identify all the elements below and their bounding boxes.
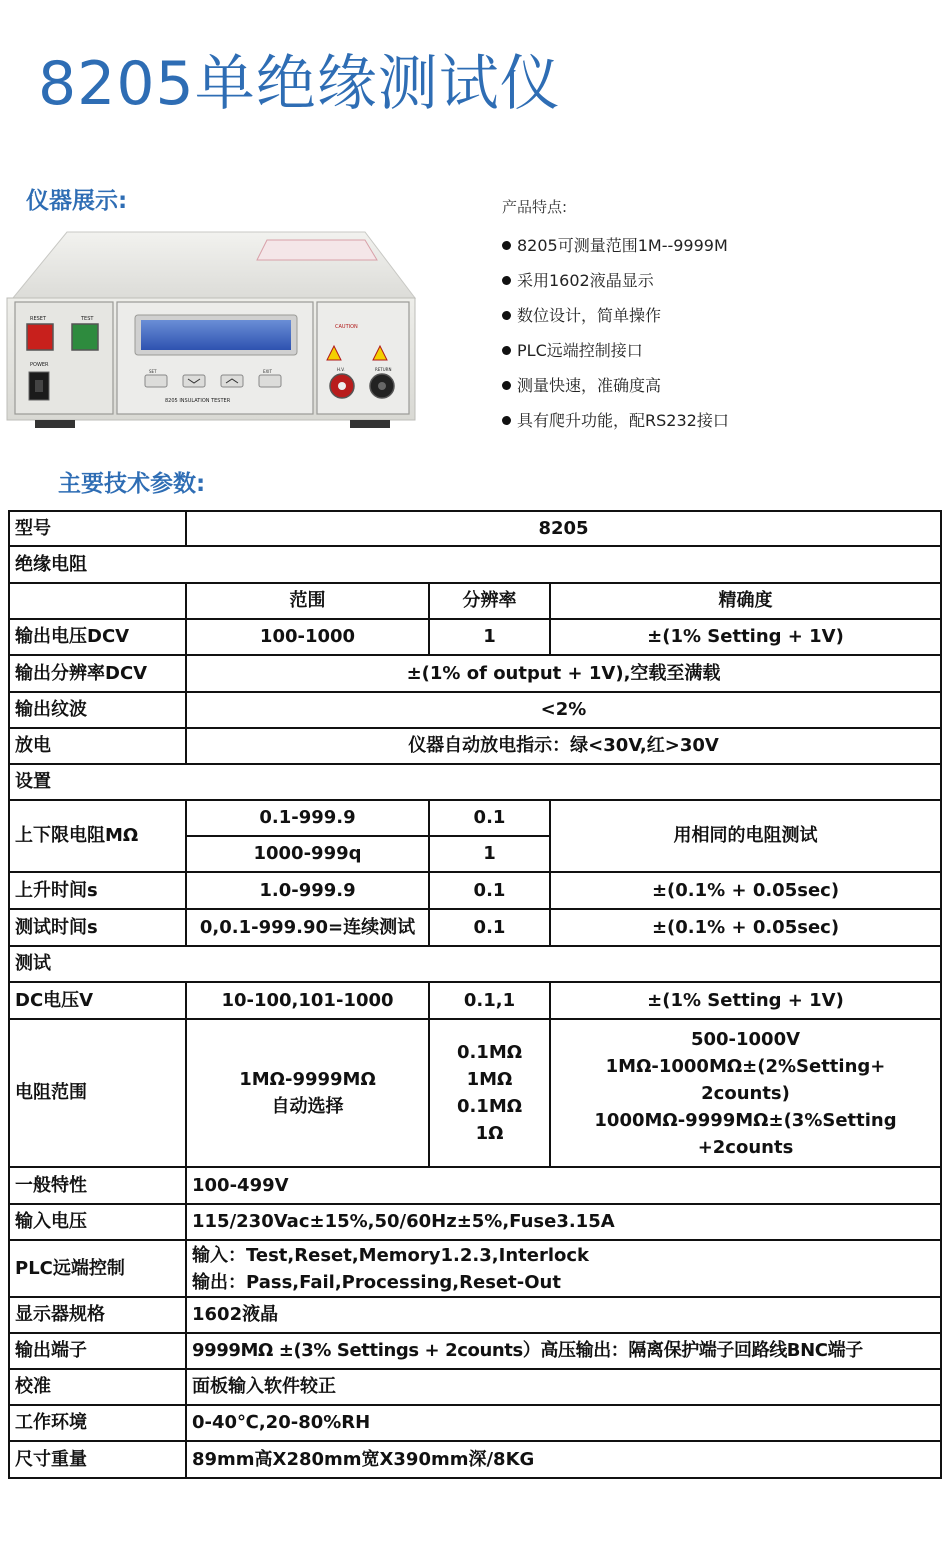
features-list	[502, 196, 932, 438]
row-label-output-resolution: 输出分辨率DCV	[9, 655, 186, 692]
row-label-dc-voltage: DC电压V	[9, 982, 186, 1019]
feature-text: 数位设计，简单操作	[517, 306, 662, 325]
device-reset-label: RESET	[30, 316, 47, 322]
empty-cell	[9, 583, 186, 619]
row-label-resistance-range: 电阻范围	[9, 1019, 186, 1167]
output-resolution-value: ±(1% of output + 1V),空载至满载	[186, 655, 941, 692]
display-value: 1602液晶	[186, 1297, 941, 1333]
feature-text: 8205可测量范围1M--9999M	[517, 236, 728, 255]
resistance-resolution-line: 1MΩ	[466, 1069, 513, 1090]
environment-value: 0-40℃,20-80%RH	[186, 1405, 941, 1441]
row-label-calibration: 校准	[9, 1369, 186, 1405]
device-hv-label: H.V.	[337, 367, 345, 372]
section-heading-params: 主要技术参数:	[58, 471, 206, 497]
output-voltage-resolution: 1	[429, 619, 550, 655]
device-test-label: TEST	[81, 316, 94, 322]
section-test: 测试	[9, 946, 941, 982]
page-title: 8205单绝缘测试仪	[38, 49, 561, 119]
col-header-accuracy: 精确度	[550, 583, 941, 619]
dc-voltage-accuracy: ±(1% Setting + 1V)	[550, 982, 941, 1019]
bullet-icon	[502, 311, 511, 320]
rise-time-accuracy: ±(0.1% + 0.05sec)	[550, 872, 941, 909]
device-exit-label: EXIT	[263, 369, 272, 374]
limit-accuracy: 用相同的电阻测试	[550, 800, 941, 872]
size-value: 89mm高X280mm宽X390mm深/8KG	[186, 1441, 941, 1478]
dc-voltage-resolution: 0.1,1	[429, 982, 550, 1019]
bullet-icon	[502, 416, 511, 425]
test-time-resolution: 0.1	[429, 909, 550, 946]
feature-item	[502, 263, 932, 298]
discharge-value: 仪器自动放电指示：绿<30V,红>30V	[186, 728, 941, 764]
device-return-label: RETURN	[375, 367, 392, 372]
row-label-output-voltage: 输出电压DCV	[9, 619, 186, 655]
resistance-accuracy-line: +2counts	[697, 1136, 794, 1158]
bullet-icon	[502, 276, 511, 285]
row-label-rise-time: 上升时间s	[9, 872, 186, 909]
limit-range-1: 0.1-999.9	[186, 800, 429, 836]
row-label-terminal: 输出端子	[9, 1333, 186, 1369]
resistance-resolution-line: 1Ω	[475, 1123, 504, 1144]
col-header-range: 范围	[186, 583, 429, 619]
general-value: 100-499V	[186, 1167, 941, 1204]
feature-text: 测量快速，准确度高	[517, 376, 662, 395]
rise-time-range: 1.0-999.9	[186, 872, 429, 909]
row-label-ripple: 输出纹波	[9, 692, 186, 728]
feature-item	[502, 333, 932, 368]
output-voltage-range: 100-1000	[186, 619, 429, 655]
resistance-resolution-cell	[429, 1019, 550, 1167]
device-set-label: SET	[149, 369, 157, 374]
resistance-accuracy-cell	[550, 1019, 941, 1167]
rise-time-resolution: 0.1	[429, 872, 550, 909]
limit-resolution-1: 0.1	[429, 800, 550, 836]
section-settings: 设置	[9, 764, 941, 800]
row-label-model: 型号	[9, 511, 186, 546]
feature-text: 具有爬升功能，配RS232接口	[517, 411, 729, 430]
output-voltage-accuracy: ±(1% Setting + 1V)	[550, 619, 941, 655]
col-header-resolution: 分辨率	[429, 583, 550, 619]
spec-table	[8, 510, 942, 1479]
device-reset-button	[27, 324, 53, 350]
features-title: 产品特点:	[502, 198, 568, 216]
bullet-icon	[502, 241, 511, 250]
device-caution-label: CAUTION	[335, 324, 358, 330]
feature-item	[502, 228, 932, 263]
input-voltage-value: 115/230Vac±15%,50/60Hz±5%,Fuse3.15A	[186, 1204, 941, 1240]
feature-text: PLC远端控制接口	[517, 341, 643, 360]
feature-item	[502, 368, 932, 403]
ripple-value: <2%	[186, 692, 941, 728]
resistance-accuracy-line: 1000MΩ-9999MΩ±(3%Setting	[594, 1109, 897, 1131]
resistance-range-mode: 自动选择	[271, 1096, 344, 1117]
plc-output: 输出：Pass,Fail,Processing,Reset-Out	[192, 1271, 561, 1293]
bullet-icon	[502, 346, 511, 355]
resistance-range-cell	[186, 1019, 429, 1167]
device-image	[5, 230, 425, 435]
plc-input: 输入：Test,Reset,Memory1.2.3,Interlock	[192, 1244, 590, 1266]
bullet-icon	[502, 381, 511, 390]
row-label-limit: 上下限电阻MΩ	[9, 800, 186, 872]
test-time-range: 0,0.1-999.90=连续测试	[186, 909, 429, 946]
resistance-accuracy-line: 2counts)	[701, 1082, 790, 1104]
row-label-size: 尺寸重量	[9, 1441, 186, 1478]
resistance-resolution-line: 0.1MΩ	[456, 1042, 523, 1063]
row-label-general: 一般特性	[9, 1167, 186, 1204]
resistance-range-value: 1MΩ-9999MΩ	[239, 1069, 376, 1090]
device-lcd	[141, 320, 291, 350]
device-test-button	[72, 324, 98, 350]
limit-range-2: 1000-999q	[186, 836, 429, 872]
test-time-accuracy: ±(0.1% + 0.05sec)	[550, 909, 941, 946]
row-label-environment: 工作环境	[9, 1405, 186, 1441]
feature-item	[502, 298, 932, 333]
row-label-plc: PLC远端控制	[9, 1240, 186, 1297]
device-model-label: 8205 INSULATION TESTER	[165, 398, 231, 404]
calibration-value: 面板输入软件较正	[186, 1369, 941, 1405]
resistance-accuracy-line: 500-1000V	[690, 1028, 801, 1050]
row-label-test-time: 测试时间s	[9, 909, 186, 946]
section-insulation: 绝缘电阻	[9, 546, 941, 583]
limit-resolution-2: 1	[429, 836, 550, 872]
row-label-display: 显示器规格	[9, 1297, 186, 1333]
feature-text: 采用1602液晶显示	[517, 271, 654, 290]
feature-item	[502, 403, 932, 438]
model-value: 8205	[186, 511, 941, 546]
plc-cell	[186, 1240, 941, 1297]
resistance-resolution-line: 0.1MΩ	[456, 1096, 523, 1117]
device-power-label: POWER	[30, 362, 49, 368]
resistance-accuracy-line: 1MΩ-1000MΩ±(2%Setting+	[605, 1055, 886, 1077]
section-heading-display: 仪器展示:	[26, 188, 128, 214]
terminal-value: 9999MΩ ±(3% Settings + 2counts）高压输出：隔离保护端子回路线BNC端子	[186, 1333, 941, 1369]
dc-voltage-range: 10-100,101-1000	[186, 982, 429, 1019]
row-label-input-voltage: 输入电压	[9, 1204, 186, 1240]
row-label-discharge: 放电	[9, 728, 186, 764]
